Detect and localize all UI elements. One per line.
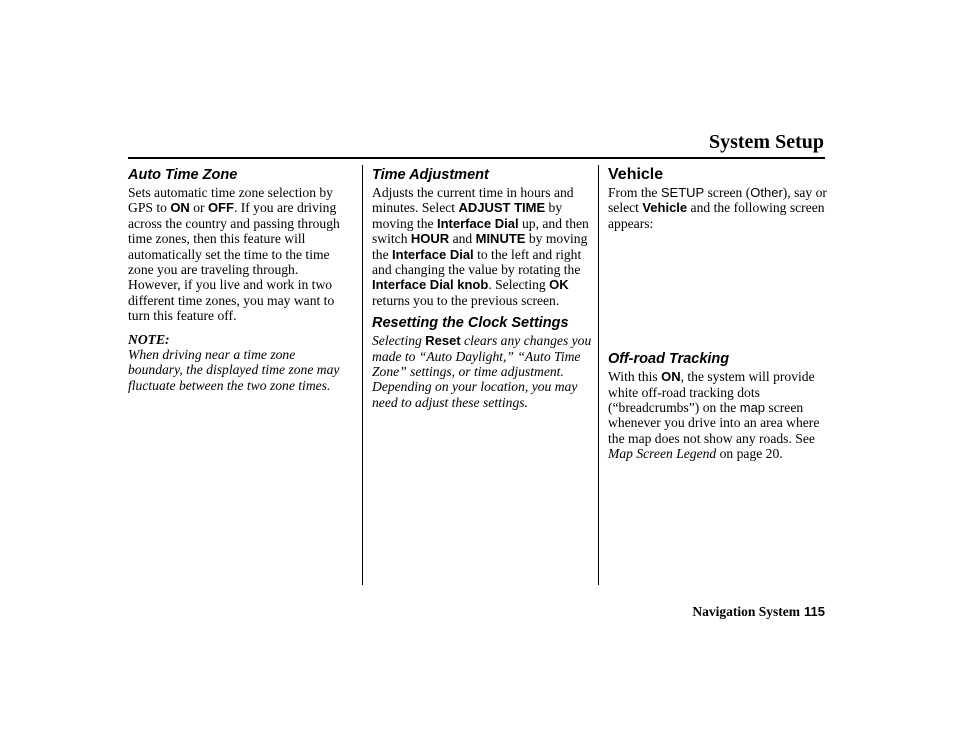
- link-map-screen-legend: Map Screen Legend: [608, 446, 717, 462]
- footer-label: Navigation System: [692, 604, 801, 619]
- column-divider-1: [362, 165, 363, 585]
- option-off: OFF: [207, 200, 234, 216]
- text-run: or: [189, 200, 208, 216]
- heading-vehicle: Vehicle: [608, 166, 664, 183]
- heading-auto-time-zone: Auto Time Zone: [128, 167, 238, 183]
- text-run: by moving the: [372, 231, 588, 262]
- text-run: on page 20.: [716, 446, 783, 462]
- note-label: NOTE:: [128, 331, 170, 347]
- text-run: returns you to the previous screen.: [372, 292, 560, 308]
- control-interface-dial-knob: Interface Dial knob: [372, 277, 489, 293]
- text-run: From the: [608, 185, 661, 200]
- page-number: 115: [804, 604, 825, 619]
- option-hour: HOUR: [410, 231, 450, 247]
- text-run: Adjusts the current time in hours and minutes. Select: [372, 185, 574, 216]
- time-adjustment-paragraph: [372, 185, 592, 308]
- column-auto-time-zone: [128, 166, 350, 393]
- text-run: clears any changes you made to “Auto Daylight,” “Auto Time Zone” settings, or time adjustment. Depending on your location, you may need to adjust these settings.: [372, 333, 592, 410]
- note-text: When driving near a time zone boundary, the displayed time zone may fluctuate between the two zone times.: [128, 347, 340, 393]
- screen-map: map: [739, 400, 766, 416]
- text-run: With this: [608, 369, 662, 385]
- text-run: , the system will provide white off-road tracking dots (“breadcrumbs”) on the: [608, 369, 815, 416]
- text-run: Sets automatic time zone selection by GPS to: [128, 185, 333, 216]
- screen-image-placeholder: [608, 237, 828, 350]
- heading-off-road-tracking: Off-road Tracking: [608, 351, 730, 368]
- control-interface-dial: Interface Dial: [392, 246, 474, 262]
- text-run: . Selecting: [488, 277, 550, 293]
- off-road-tracking-paragraph: [608, 369, 828, 461]
- page-title: System Setup: [708, 131, 824, 153]
- column-divider-2: [598, 165, 599, 585]
- auto-time-zone-paragraph: [128, 185, 350, 324]
- column-time-adjustment: [372, 166, 592, 416]
- text-run: and the following screen appears:: [608, 200, 825, 231]
- option-ok: OK: [549, 277, 569, 293]
- page-footer: [692, 604, 825, 620]
- option-reset: Reset: [425, 333, 461, 349]
- screen-setup: SETUP: [660, 185, 705, 200]
- option-on: ON: [661, 369, 681, 385]
- option-other: Other: [750, 185, 783, 200]
- option-vehicle: Vehicle: [642, 200, 688, 216]
- text-run: screen (: [704, 185, 751, 200]
- text-run: screen whenever you drive into an area where the map does not show any roads. See: [608, 400, 820, 446]
- header-rule: [128, 157, 825, 159]
- text-run: up, and then switch: [372, 215, 589, 247]
- heading-time-adjustment: Time Adjustment: [372, 167, 489, 183]
- resetting-clock-paragraph: [372, 333, 592, 410]
- text-run: ), say or select: [608, 185, 827, 216]
- option-minute: MINUTE: [475, 231, 526, 247]
- control-interface-dial: Interface Dial: [436, 215, 519, 231]
- text-run: . If you are driving across the country and passing through time zones, then this feature will automatically set the time to the time zone you are traveling through. However, if you live and work in two different time zones, you may want to turn this feature off.: [128, 200, 340, 324]
- text-run: Selecting: [372, 333, 426, 349]
- option-adjust-time: ADJUST TIME: [458, 200, 546, 216]
- text-run: by moving the: [372, 200, 563, 231]
- column-vehicle: [608, 166, 828, 468]
- text-run: to the left and right and changing the value by rotating the: [372, 246, 582, 278]
- text-run: and: [449, 231, 476, 247]
- option-on: ON: [170, 200, 190, 216]
- heading-resetting-clock: Resetting the Clock Settings: [372, 315, 569, 332]
- vehicle-paragraph: [608, 185, 828, 231]
